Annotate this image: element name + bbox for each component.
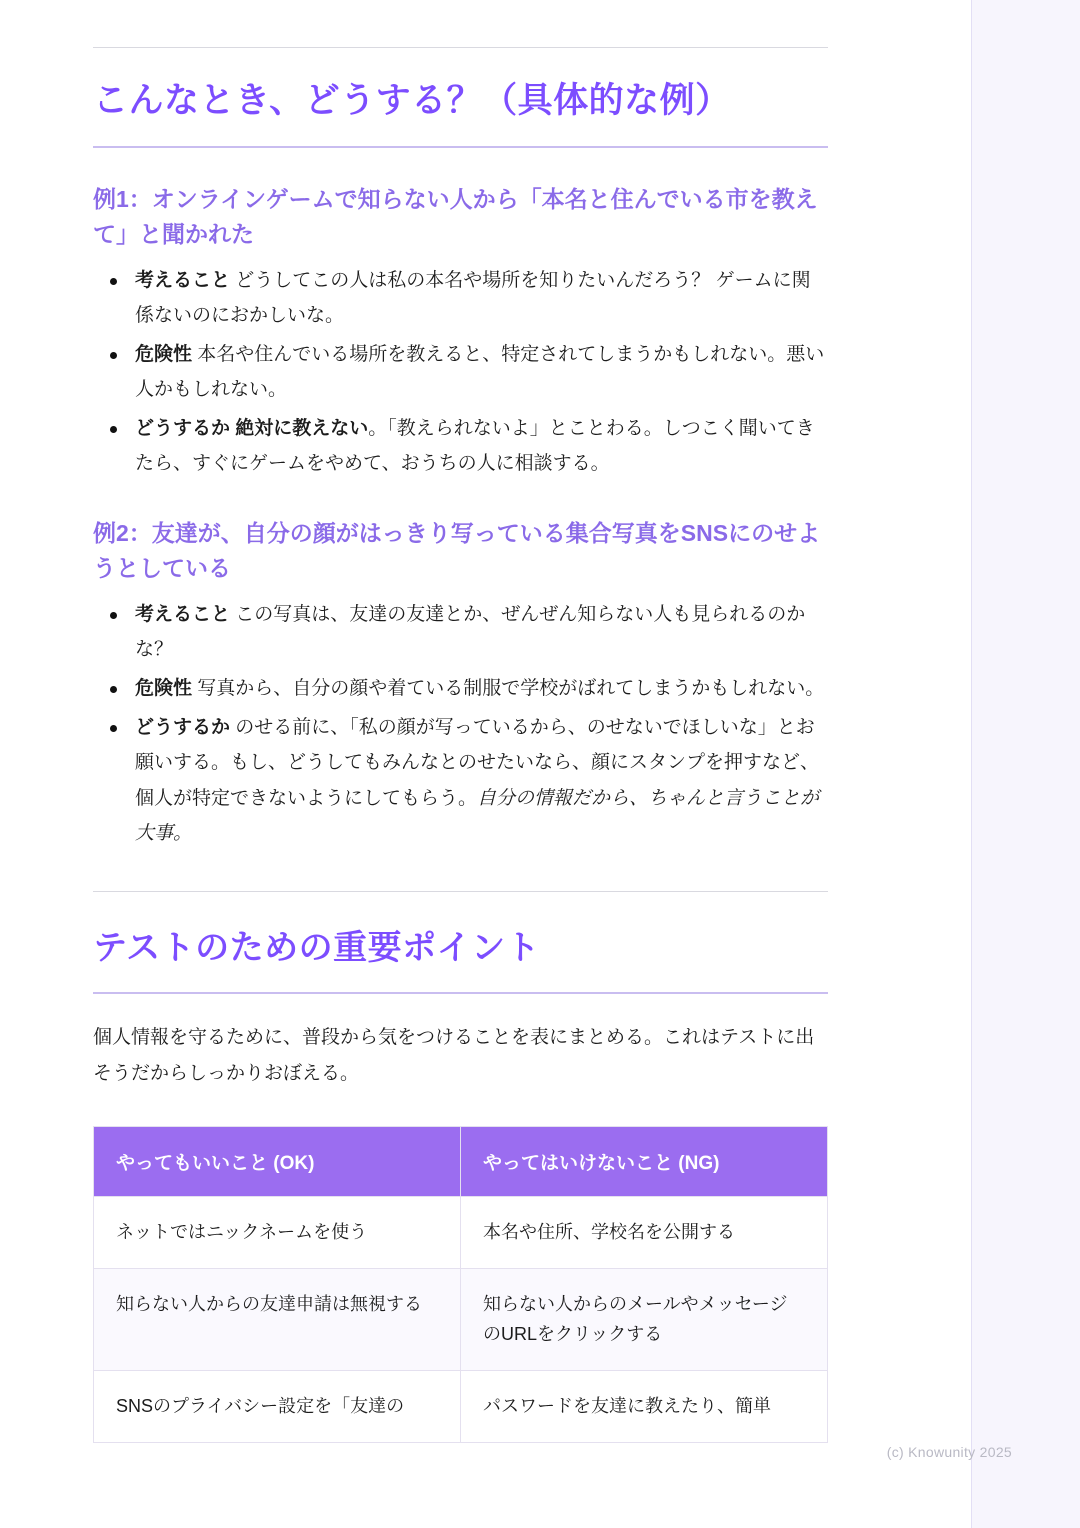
table-header-row bbox=[94, 1127, 828, 1197]
point-text: 。「教えられないよ」とことわる。しつこく聞いてきたら、すぐにゲームをやめて、おうちの人に相談する。 bbox=[135, 418, 815, 475]
table-head bbox=[94, 1127, 828, 1197]
point-text: 写真から、自分の顔や着ている制服で学校がばれてしまうかもしれない。 bbox=[192, 678, 825, 700]
list-item bbox=[131, 597, 828, 667]
point-text-italic: 自分の情報 bbox=[477, 787, 573, 809]
page-margin-strip bbox=[971, 0, 1080, 1528]
example-1-heading: 例1：オンラインゲームで知らない人から「本名と住んでいる市を教えて」と聞かれた bbox=[93, 185, 818, 248]
table-row bbox=[94, 1371, 828, 1443]
point-text: この写真は、友達の友達とか、ぜんぜん知らない人も見られるのかな？ bbox=[135, 603, 806, 661]
list-item bbox=[131, 263, 828, 333]
table-cell-ng: 本名や住所、学校名を公開する bbox=[461, 1197, 828, 1269]
section-divider bbox=[93, 891, 828, 892]
section-title: テストのための重要ポイント bbox=[93, 928, 541, 967]
top-divider bbox=[93, 47, 828, 48]
example-2-heading: 例2：友達が、自分の顔がはっきり写っている集合写真をSNSにのせようとしている bbox=[93, 519, 821, 582]
table-cell-ok: ネットではニックネームを使う bbox=[94, 1197, 461, 1269]
list-item bbox=[131, 411, 828, 481]
table-header-ok: やってもいいこと (OK) bbox=[94, 1127, 461, 1197]
example-1-list bbox=[93, 263, 828, 482]
table-header-ng: やってはいけないこと (NG) bbox=[461, 1127, 828, 1197]
table-row bbox=[94, 1268, 828, 1370]
point-lead: どうするか bbox=[135, 418, 231, 440]
point-text: どうしてこの人は私の本名や場所を知りたいんだろう？ ゲームに関係ないのにおかしいな。 bbox=[135, 269, 811, 326]
table-cell-ng: 知らない人からのメールやメッセージのURLをクリックする bbox=[461, 1268, 828, 1370]
section-paragraph: 個人情報を守るために、普段から気をつけることを表にまとめる。これはテストに出そうだからしっかりおぼえる。 bbox=[93, 1027, 815, 1085]
table-cell-ok: SNSのプライバシー設定を「友達の bbox=[94, 1371, 461, 1443]
table-body bbox=[94, 1197, 828, 1442]
title-underline bbox=[93, 146, 828, 148]
point-text: 本名や住んでいる場所を教えると、特定されてしまうかもしれない。悪い人かもしれない。 bbox=[135, 344, 825, 401]
point-lead-extra: 絶対に教えない bbox=[230, 418, 369, 440]
point-text: のせる前に、「私の顔が写っているから、のせないでほしいな」とお願いする。もし、どうしてもみんなとのせたいなら、顔にスタンプを押すなど、個人が特定できないようにしてもらう。 bbox=[135, 717, 820, 809]
table-row bbox=[94, 1197, 828, 1269]
point-lead: 危険性 bbox=[135, 344, 193, 366]
example-2-list bbox=[93, 597, 828, 851]
table-cell-ok: 知らない人からの友達申請は無視する bbox=[94, 1268, 461, 1370]
point-lead: 考えること bbox=[135, 603, 231, 625]
list-item bbox=[131, 337, 828, 407]
point-lead: 考えること bbox=[135, 269, 231, 291]
ok-ng-table bbox=[93, 1126, 828, 1442]
point-lead: 危険性 bbox=[135, 678, 193, 700]
list-item bbox=[131, 671, 828, 706]
page-title: こんなとき、どうする？（具体的な例） bbox=[93, 81, 731, 120]
list-item bbox=[131, 710, 828, 851]
watermark: (c) Knowunity 2025 bbox=[886, 1444, 1012, 1460]
point-text-tail: だから、ちゃんと言うことが大事。 bbox=[135, 787, 820, 844]
table-cell-ng: パスワードを友達に教えたり、簡単 bbox=[461, 1371, 828, 1443]
point-lead: どうするか bbox=[135, 717, 231, 739]
section-title-underline bbox=[93, 992, 828, 994]
document-content bbox=[93, 0, 828, 1443]
